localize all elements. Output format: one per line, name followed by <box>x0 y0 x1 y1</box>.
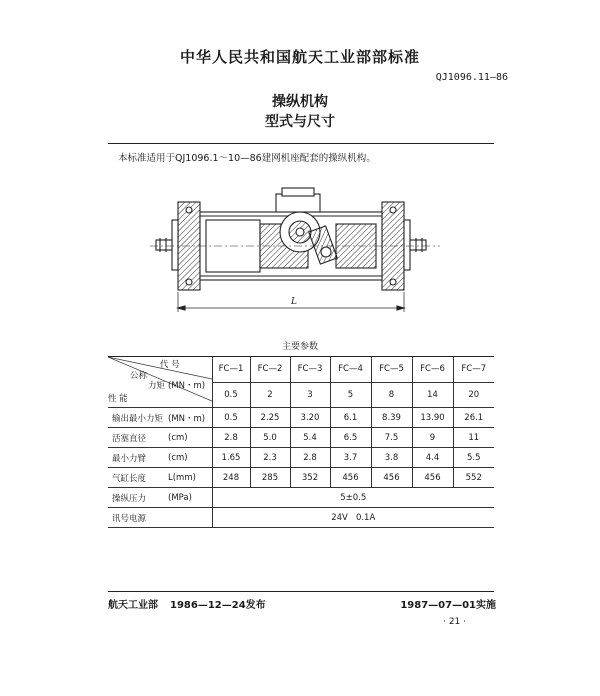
row-label: 气缸长度 <box>108 468 168 488</box>
cell: 4.4 <box>412 448 453 468</box>
cell: 3.20 <box>290 408 330 428</box>
document-title-line1: 操纵机构 <box>272 94 328 110</box>
signal-value: 24V 0.1A <box>212 508 494 528</box>
row-piston-diameter <box>108 428 494 448</box>
header-moment: 公称 <box>130 371 148 381</box>
cell: 456 <box>412 468 453 488</box>
header-row-models <box>108 357 494 383</box>
row-label: 最小力臂 <box>108 448 168 468</box>
row-unit: L(mm) <box>168 468 212 488</box>
cell: 13.90 <box>412 408 453 428</box>
bolt-bottom-right <box>390 279 396 285</box>
row-unit: (cm) <box>168 448 212 468</box>
page-number: · 21 · <box>443 617 466 627</box>
cell: 2.8 <box>290 448 330 468</box>
row-output-moment <box>108 408 494 428</box>
cell: 2.25 <box>250 408 290 428</box>
cell: 352 <box>290 468 330 488</box>
table-caption: 主要参数 <box>281 342 318 352</box>
cell: 552 <box>453 468 494 488</box>
row-label: 讯号电源 <box>108 508 212 528</box>
nominal-moment-3: 3 <box>290 382 330 408</box>
row-min-arm <box>108 448 494 468</box>
model-fc5: FC—5 <box>371 357 412 383</box>
model-fc3: FC—3 <box>290 357 330 383</box>
right-cap-boss <box>404 220 410 270</box>
row-unit: (MN・m) <box>168 408 212 428</box>
row-label: 操纵压力 <box>108 488 168 508</box>
nominal-moment-6: 14 <box>412 382 453 408</box>
cell: 5.4 <box>290 428 330 448</box>
footer-publisher: 航天工业部 <box>108 600 158 611</box>
nominal-moment-4: 5 <box>330 382 371 408</box>
document-title-line2: 型式与尺寸 <box>265 114 335 130</box>
left-fitting <box>156 240 172 250</box>
model-fc4: FC—4 <box>330 357 371 383</box>
row-label: 活塞直径 <box>108 428 168 448</box>
row-cylinder-length <box>108 468 494 488</box>
cell: 456 <box>371 468 412 488</box>
cell: 8.39 <box>371 408 412 428</box>
header-code: 代 号 <box>160 360 180 370</box>
nominal-moment-7: 20 <box>453 382 494 408</box>
nominal-moment-2: 2 <box>250 382 290 408</box>
bottom-rule <box>108 591 494 592</box>
footer-issued-date: 1986—12—24发布 <box>170 600 266 611</box>
header-moment-unit: (MN・m) <box>168 381 206 391</box>
diagonal-header-cell <box>108 357 212 408</box>
header-moment2: 力矩 <box>148 381 166 391</box>
dimension-label: L <box>291 297 297 307</box>
row-unit: (cm) <box>168 428 212 448</box>
crank-pin <box>296 228 304 236</box>
cell: 3.8 <box>371 448 412 468</box>
bolt-top-right <box>390 207 396 213</box>
dim-arrow-right <box>397 306 404 310</box>
document-title <box>0 92 600 132</box>
bolt-top-left <box>186 207 192 213</box>
dim-arrow-left <box>178 306 185 310</box>
cell: 5.0 <box>250 428 290 448</box>
right-fitting <box>410 240 426 250</box>
nominal-moment-1: 0.5 <box>212 382 250 408</box>
cell: 9 <box>412 428 453 448</box>
header-perf: 性 能 <box>108 394 128 404</box>
top-bracket-cap <box>282 188 314 196</box>
top-bracket <box>276 194 320 212</box>
cell: 285 <box>250 468 290 488</box>
cell: 2.8 <box>212 428 250 448</box>
row-unit: (MPa) <box>168 488 212 508</box>
cell: 248 <box>212 468 250 488</box>
header-title: 中华人民共和国航天工业部部标准 <box>179 48 420 66</box>
cell: 0.5 <box>212 408 250 428</box>
footer-effective-date: 1987—07—01实施 <box>400 600 496 611</box>
cell: 26.1 <box>453 408 494 428</box>
bolt-bottom-left <box>186 279 192 285</box>
standard-number: QJ1096.11—86 <box>435 72 508 83</box>
cell: 5.5 <box>453 448 494 468</box>
top-rule <box>108 143 494 144</box>
model-fc1: FC—1 <box>212 357 250 383</box>
mechanism-drawing <box>150 180 450 320</box>
row-label: 输出最小力矩 <box>108 408 168 428</box>
spec-table <box>108 356 494 528</box>
pressure-value: 5±0.5 <box>212 488 494 508</box>
cell: 456 <box>330 468 371 488</box>
model-fc6: FC—6 <box>412 357 453 383</box>
cell: 11 <box>453 428 494 448</box>
model-fc7: FC—7 <box>453 357 494 383</box>
cell: 1.65 <box>212 448 250 468</box>
crank-arm-pin <box>321 247 331 257</box>
cell: 2.3 <box>250 448 290 468</box>
nominal-moment-5: 8 <box>371 382 412 408</box>
scope-statement: 本标准适用于QJ1096.1～10—86建网机座配套的操纵机构。 <box>118 153 376 164</box>
left-cap-boss <box>172 220 178 270</box>
model-fc2: FC—2 <box>250 357 290 383</box>
cell: 7.5 <box>371 428 412 448</box>
cell: 6.1 <box>330 408 371 428</box>
row-operating-pressure <box>108 488 494 508</box>
cell: 6.5 <box>330 428 371 448</box>
row-signal-power <box>108 508 494 528</box>
cell: 3.7 <box>330 448 371 468</box>
